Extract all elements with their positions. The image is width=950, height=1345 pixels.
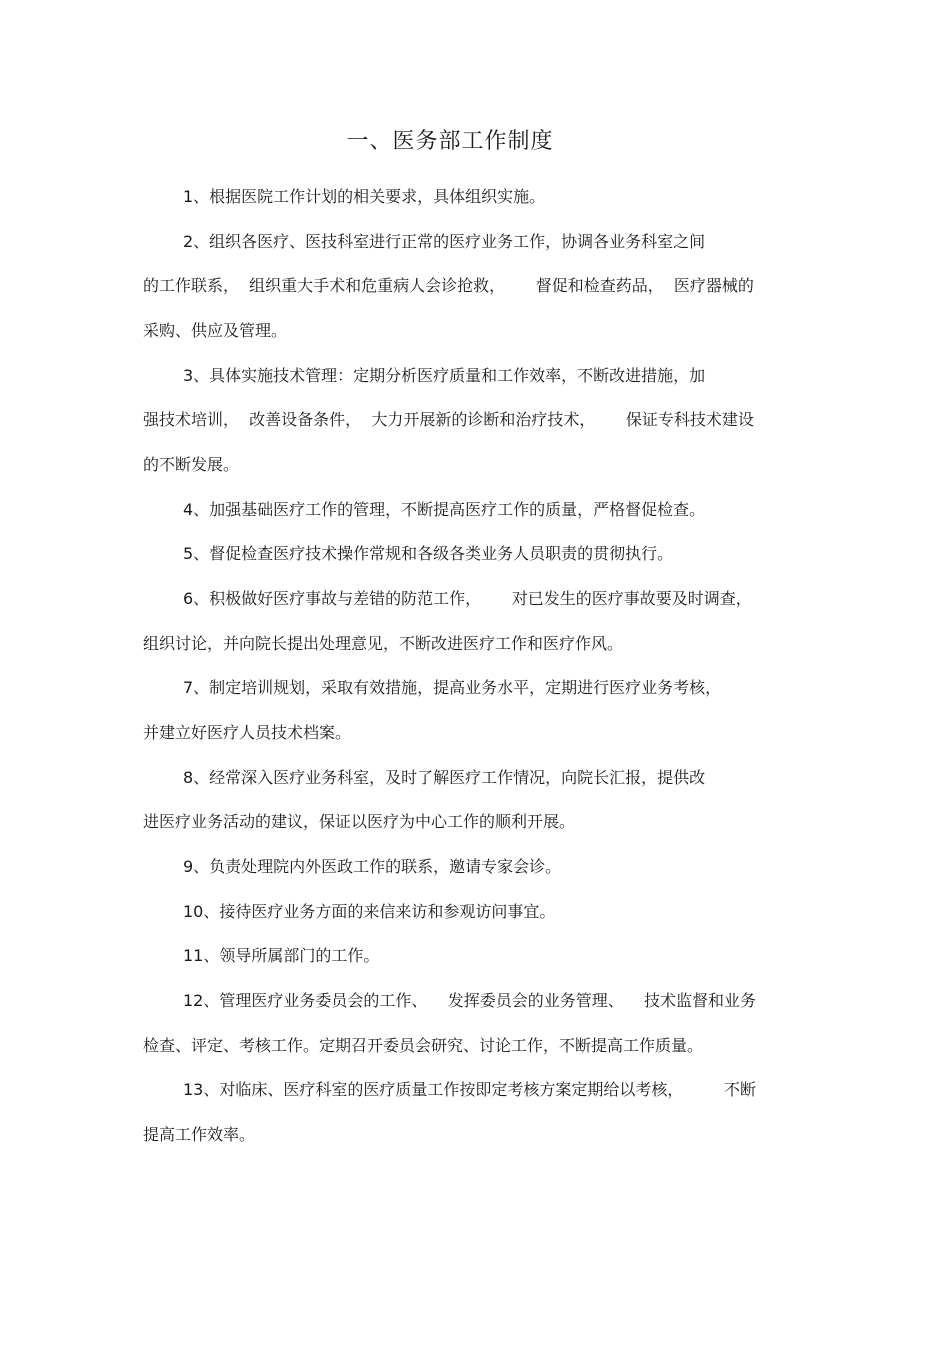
item-10-line-1: 10、接待医疗业务方面的来信来访和参观访问事宜。 xyxy=(183,902,556,921)
item-11-line-1: 11、领导所属部门的工作。 xyxy=(183,946,380,965)
item-9-line-1: 9、负责处理院内外医政工作的联系，邀请专家会诊。 xyxy=(183,857,562,876)
item-1-line-1: 1、根据医院工作计划的相关要求，具体组织实施。 xyxy=(183,187,546,206)
item-2-line-1: 2、组织各医疗、医技科室进行正常的医疗业务工作，协调各业务科室之间 xyxy=(183,232,706,251)
item-8-line-1: 8、经常深入医疗业务科室，及时了解医疗工作情况，向院长汇报，提供改 xyxy=(183,768,706,787)
item-2-line-3: 采购、供应及管理。 xyxy=(143,321,288,340)
item-3-line-3: 的不断发展。 xyxy=(143,455,240,474)
document-title: 一、医务部工作制度 xyxy=(346,129,554,154)
item-7-line-2: 并建立好医疗人员技术档案。 xyxy=(143,723,352,742)
item-5-line-1: 5、督促检查医疗技术操作常规和各级各类业务人员职责的贯彻执行。 xyxy=(183,544,674,563)
item-6-line-2: 组织讨论，并向院长提出处理意见，不断改进医疗工作和医疗作风。 xyxy=(143,634,624,653)
item-3-line-1: 3、具体实施技术管理：定期分析医疗质量和工作效率，不断改进措施，加 xyxy=(183,366,706,385)
item-6-line-1: 6、积极做好医疗事故与差错的防范工作， 对已发生的医疗事故要及时调查， xyxy=(183,589,752,608)
item-12-line-2: 检查、评定、考核工作。定期召开委员会研究、讨论工作，不断提高工作质量。 xyxy=(143,1036,704,1055)
item-13-line-2: 提高工作效率。 xyxy=(143,1125,256,1144)
item-8-line-2: 进医疗业务活动的建议，保证以医疗为中心工作的顺利开展。 xyxy=(143,812,576,831)
item-4-line-1: 4、加强基础医疗工作的管理，不断提高医疗工作的质量，严格督促检查。 xyxy=(183,500,706,519)
item-12-line-1: 12、管理医疗业务委员会的工作、 发挥委员会的业务管理、 技术监督和业务 xyxy=(183,991,757,1010)
item-2-line-2: 的工作联系， 组织重大手术和危重病人会诊抢救， 督促和检查药品， 医疗器械的 xyxy=(143,276,754,295)
item-7-line-1: 7、制定培训规划，采取有效措施，提高业务水平，定期进行医疗业务考核， xyxy=(183,678,722,697)
item-3-line-2: 强技术培训， 改善设备条件， 大力开展新的诊断和治疗技术， 保证专科技术建设 xyxy=(143,410,754,429)
item-13-line-1: 13、对临床、医疗科室的医疗质量工作按即定考核方案定期给以考核， 不断 xyxy=(183,1080,757,1099)
